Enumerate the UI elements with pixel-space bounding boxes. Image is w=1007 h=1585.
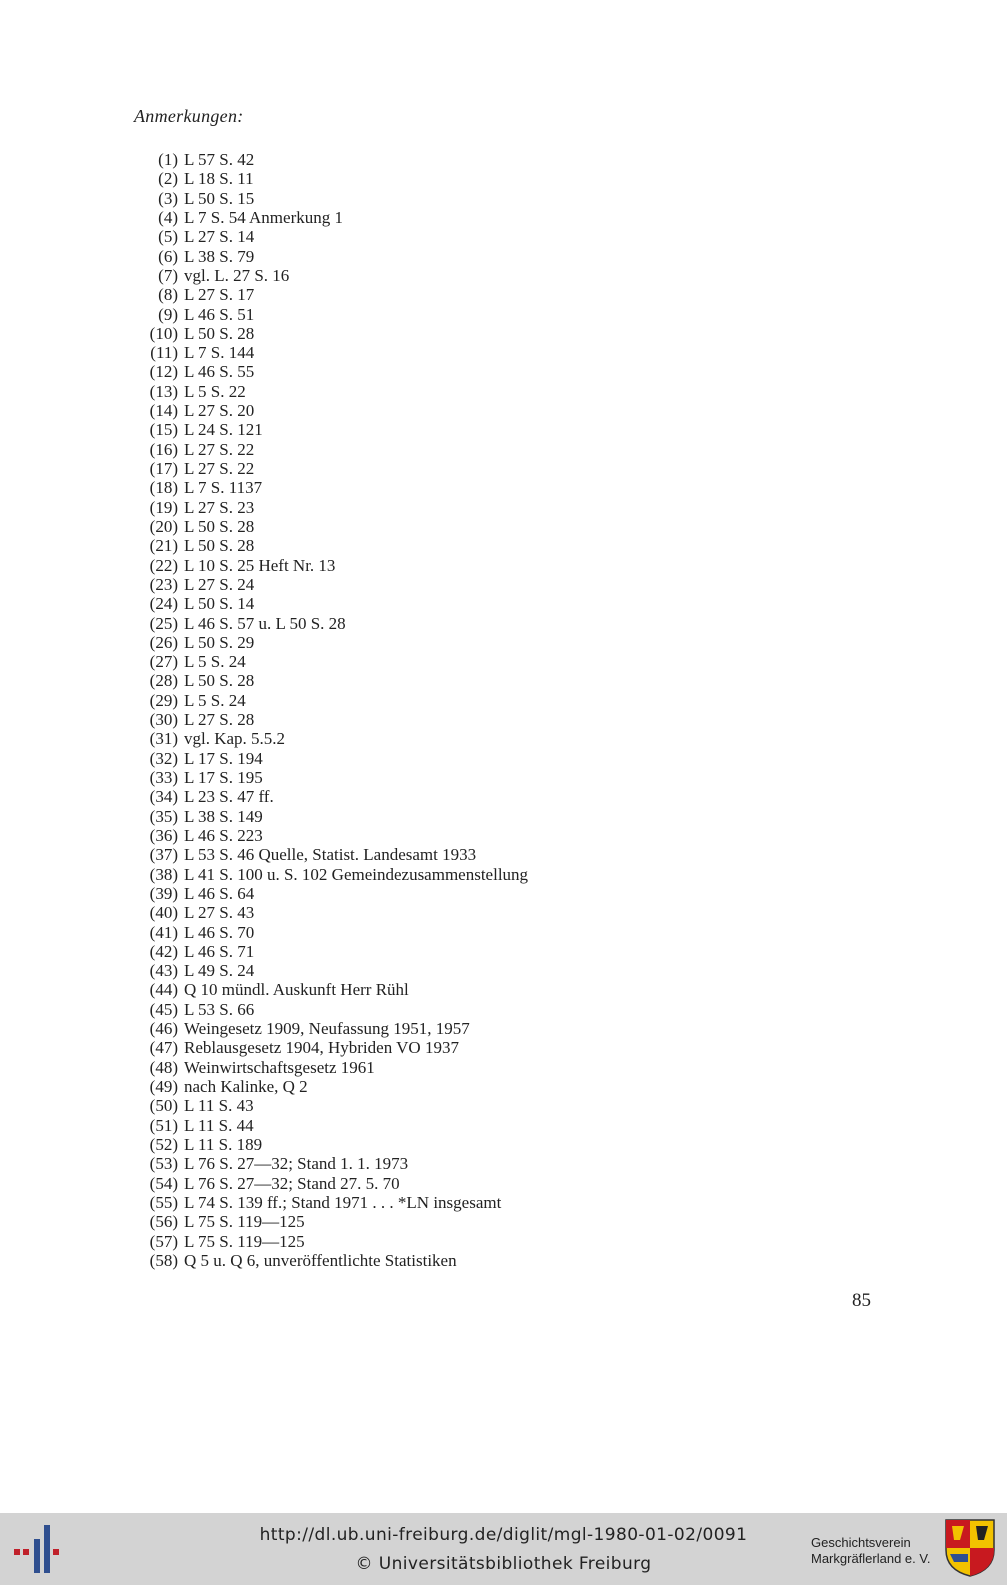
footer-bar (0, 1513, 1007, 1585)
note-text: L 27 S. 14 (184, 227, 255, 247)
note-number: (19) (149, 497, 178, 517)
note-number: (12) (149, 362, 178, 382)
note-text: L 41 S. 100 u. S. 102 Gemeindezusammenstellung (184, 864, 529, 884)
note-number: (30) (149, 710, 178, 730)
note-number: (2) (158, 169, 178, 189)
note-number: (17) (149, 459, 178, 478)
note-number: (10) (149, 323, 178, 343)
note-item (134, 1077, 528, 1096)
note-item (134, 1058, 528, 1077)
note-number: (49) (149, 1077, 178, 1096)
note-text: L 49 S. 24 (184, 961, 255, 981)
note-item (134, 1000, 528, 1019)
note-item (134, 498, 528, 517)
note-number: (38) (149, 864, 178, 884)
note-number: (34) (149, 787, 178, 807)
note-item (134, 1154, 528, 1173)
note-item (134, 826, 528, 845)
note-text: L 27 S. 20 (184, 401, 255, 421)
note-number: (40) (149, 903, 178, 923)
note-number: (9) (158, 304, 178, 324)
note-item (134, 980, 528, 999)
note-item (134, 923, 528, 942)
note-text: L 50 S. 28 (184, 536, 255, 556)
note-text: L 7 S. 144 (184, 343, 255, 363)
note-number: (5) (158, 227, 178, 247)
note-item (134, 1038, 528, 1057)
note-text: L 27 S. 23 (184, 497, 255, 517)
note-item (134, 1116, 528, 1135)
note-text: L 46 S. 71 (184, 941, 255, 961)
note-text: L 11 S. 189 (184, 1134, 263, 1154)
note-number: (33) (149, 768, 178, 787)
note-item (134, 324, 528, 343)
note-text: Weinwirtschaftsgesetz 1961 (184, 1057, 375, 1077)
note-text: L 46 S. 51 (184, 304, 255, 324)
note-text: L 57 S. 42 (184, 150, 255, 169)
note-number: (25) (149, 613, 178, 633)
note-item (134, 845, 528, 864)
note-text: L 23 S. 47 ff. (184, 787, 274, 807)
note-item (134, 749, 528, 768)
copyright-text: © Universitätsbibliothek Freiburg (355, 1554, 652, 1574)
note-text: Q 10 mündl. Auskunft Herr Rühl (184, 980, 409, 1000)
note-number: (8) (158, 285, 178, 305)
note-item (134, 691, 528, 710)
note-text: L 46 S. 57 u. L 50 S. 28 (184, 613, 346, 633)
note-text: L 53 S. 66 (184, 999, 255, 1019)
note-item (134, 305, 528, 324)
note-item (134, 1212, 528, 1231)
note-item (134, 961, 528, 980)
note-text: L 46 S. 70 (184, 922, 255, 942)
note-text: L 24 S. 121 (184, 420, 263, 440)
note-number: (53) (149, 1154, 178, 1174)
note-text: vgl. Kap. 5.5.2 (184, 729, 286, 749)
note-text: L 18 S. 11 (184, 169, 254, 189)
note-number: (31) (149, 729, 178, 749)
note-item (134, 1174, 528, 1193)
note-item (134, 382, 528, 401)
note-text: L 27 S. 43 (184, 903, 255, 923)
note-number: (35) (149, 806, 178, 826)
note-number: (15) (149, 420, 178, 440)
note-text: Reblausgesetz 1904, Hybriden VO 1937 (184, 1038, 459, 1058)
note-number: (32) (149, 748, 178, 768)
note-text: L 10 S. 25 Heft Nr. 13 (184, 555, 336, 575)
association-name (811, 1535, 930, 1567)
note-item (134, 1251, 528, 1270)
notes-list (134, 150, 528, 1270)
note-number: (13) (149, 381, 178, 401)
page-number: 85 (852, 1290, 871, 1311)
note-item (134, 478, 528, 497)
note-text: L 50 S. 15 (184, 188, 255, 208)
note-text: L 75 S. 119—125 (184, 1231, 305, 1251)
note-number: (58) (149, 1250, 178, 1270)
note-number: (21) (149, 536, 178, 556)
note-item (134, 227, 528, 246)
note-text: L 74 S. 139 ff.; Stand 1971 . . . *LN insgesamt (184, 1192, 502, 1212)
note-item (134, 459, 528, 478)
note-item (134, 729, 528, 748)
note-number: (18) (149, 478, 178, 498)
note-item (134, 884, 528, 903)
note-item (134, 787, 528, 806)
note-text: L 46 S. 223 (184, 825, 263, 845)
note-number: (22) (149, 555, 178, 575)
note-text: L 38 S. 79 (184, 246, 255, 266)
note-text: L 27 S. 17 (184, 285, 255, 305)
note-item (134, 614, 528, 633)
note-text: L 50 S. 28 (184, 516, 255, 536)
note-number: (27) (149, 652, 178, 672)
association-line-2: Markgräflerland e. V. (811, 1551, 931, 1566)
note-text: L 7 S. 1137 (184, 478, 263, 498)
note-text: L 17 S. 195 (184, 768, 263, 787)
note-item (134, 266, 528, 285)
note-number: (23) (149, 574, 178, 594)
note-text: L 27 S. 22 (184, 459, 255, 478)
note-item (134, 169, 528, 188)
note-text: L 27 S. 24 (184, 574, 255, 594)
note-number: (45) (149, 999, 178, 1019)
note-number: (41) (149, 922, 178, 942)
note-text: L 5 S. 24 (184, 652, 246, 672)
note-text: L 76 S. 27—32; Stand 1. 1. 1973 (184, 1154, 409, 1174)
note-item (134, 556, 528, 575)
note-text: L 46 S. 55 (184, 362, 255, 382)
coat-of-arms-icon (944, 1518, 996, 1578)
note-number: (47) (149, 1038, 178, 1058)
note-number: (48) (149, 1057, 178, 1077)
note-text: vgl. L. 27 S. 16 (184, 265, 290, 285)
note-item (134, 865, 528, 884)
association-line-1: Geschichtsverein (811, 1535, 911, 1550)
note-item (134, 343, 528, 362)
note-text: L 17 S. 194 (184, 748, 263, 768)
note-number: (7) (158, 265, 178, 285)
note-number: (44) (149, 980, 178, 1000)
note-item (134, 189, 528, 208)
note-item (134, 440, 528, 459)
note-number: (1) (158, 150, 178, 169)
note-number: (14) (149, 401, 178, 421)
note-text: L 5 S. 24 (184, 690, 246, 710)
note-item (134, 150, 528, 169)
note-item (134, 1135, 528, 1154)
note-text: L 11 S. 44 (184, 1115, 254, 1135)
note-item (134, 807, 528, 826)
note-number: (6) (158, 246, 178, 266)
note-number: (42) (149, 941, 178, 961)
note-item (134, 1019, 528, 1038)
note-item (134, 208, 528, 227)
note-item (134, 903, 528, 922)
note-number: (28) (149, 671, 178, 691)
note-text: Weingesetz 1909, Neufassung 1951, 1957 (184, 1019, 470, 1039)
note-text: L 11 S. 43 (184, 1096, 254, 1116)
note-number: (24) (149, 594, 178, 614)
note-text: L 38 S. 149 (184, 806, 263, 826)
note-item (134, 652, 528, 671)
note-item (134, 1232, 528, 1251)
source-url-link[interactable]: http://dl.ub.uni-freiburg.de/diglit/mgl-1980-01-02/0091 (259, 1525, 748, 1545)
note-number: (36) (149, 825, 178, 845)
note-number: (52) (149, 1134, 178, 1154)
note-item (134, 768, 528, 787)
note-number: (46) (149, 1019, 178, 1039)
note-text: Q 5 u. Q 6, unveröffentlichte Statistiken (184, 1250, 457, 1270)
note-text: nach Kalinke, Q 2 (184, 1077, 308, 1096)
note-item (134, 671, 528, 690)
note-number: (54) (149, 1173, 178, 1193)
note-text: L 5 S. 22 (184, 381, 246, 401)
note-number: (20) (149, 516, 178, 536)
note-item (134, 536, 528, 555)
note-item (134, 1193, 528, 1212)
note-item (134, 633, 528, 652)
note-item (134, 517, 528, 536)
note-number: (51) (149, 1115, 178, 1135)
note-number: (43) (149, 961, 178, 981)
note-item (134, 285, 528, 304)
note-item (134, 710, 528, 729)
note-number: (3) (158, 188, 178, 208)
note-item (134, 420, 528, 439)
note-number: (16) (149, 439, 178, 459)
note-text: L 50 S. 28 (184, 323, 255, 343)
note-number: (29) (149, 690, 178, 710)
note-text: L 27 S. 22 (184, 439, 255, 459)
note-number: (56) (149, 1212, 178, 1232)
note-text: L 50 S. 14 (184, 594, 255, 614)
note-item (134, 401, 528, 420)
note-item (134, 247, 528, 266)
note-item (134, 594, 528, 613)
note-number: (50) (149, 1096, 178, 1116)
note-item (134, 942, 528, 961)
note-text: L 46 S. 64 (184, 883, 255, 903)
note-text: L 76 S. 27—32; Stand 27. 5. 70 (184, 1173, 400, 1193)
note-item (134, 1096, 528, 1115)
note-item (134, 575, 528, 594)
note-text: L 50 S. 28 (184, 671, 255, 691)
note-number: (26) (149, 632, 178, 652)
note-number: (4) (158, 207, 178, 227)
note-number: (57) (149, 1231, 178, 1251)
note-number: (39) (149, 883, 178, 903)
note-text: L 7 S. 54 Anmerkung 1 (184, 207, 343, 227)
note-text: L 53 S. 46 Quelle, Statist. Landesamt 1933 (184, 845, 477, 865)
note-item (134, 362, 528, 381)
note-number: (11) (150, 343, 178, 363)
note-text: L 27 S. 28 (184, 710, 255, 730)
note-number: (37) (149, 845, 178, 865)
note-text: L 75 S. 119—125 (184, 1212, 305, 1232)
note-number: (55) (149, 1192, 178, 1212)
notes-heading: Anmerkungen: (134, 106, 244, 126)
note-text: L 50 S. 29 (184, 632, 255, 652)
